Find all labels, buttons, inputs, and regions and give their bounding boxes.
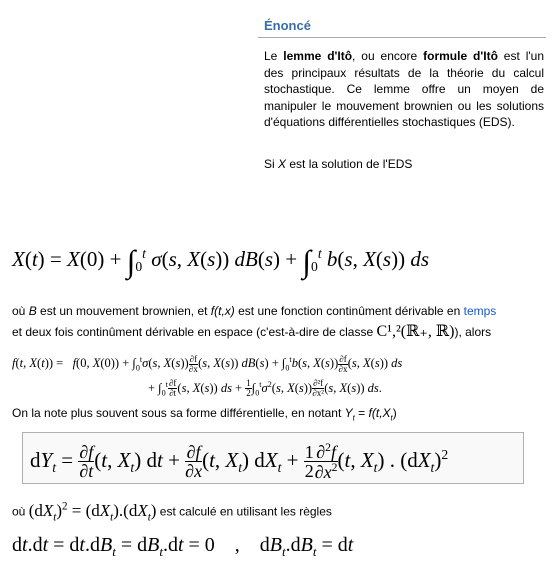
- intro-text: est l'un des principaux résultats de la théorie du calcul stochastique. Ce lemme offre un moyen de manipuler le mouvement brownien ou les solutions d'équations différentielles stochastiques (EDS).: [264, 49, 545, 129]
- eds-intro-line: [264, 157, 412, 171]
- p3-line2: [12, 321, 491, 341]
- p4-line: [12, 406, 397, 422]
- p5-line: [12, 500, 332, 523]
- class-c12: C¹,²(ℝ₊, ℝ): [376, 323, 455, 340]
- intro-paragraph: [264, 48, 544, 131]
- intro-text: , ou encore: [352, 49, 424, 63]
- section-heading: Énoncé: [264, 18, 311, 33]
- eds-equation: [12, 244, 429, 280]
- rule-expression: $(dX_t)^2 = (dX_t).(dX_t)$: [28, 500, 157, 524]
- eds-equation-render: $X(t) = X(0) + \int_0^t$ σ(s, X(s)) $dB(s) + \int_0^t$ b(s, X(s)) ds: [12, 244, 430, 279]
- text: est la solution de l'EDS: [286, 157, 413, 171]
- intro-text: Le: [264, 49, 284, 63]
- heading-divider: [258, 37, 546, 38]
- eq1-text: [0, 0, 1, 1]
- var-f: f(t,x): [210, 304, 235, 318]
- text: et deux fois continûment dérivable en espace (c'est-à-dire de classe: [12, 325, 377, 339]
- text: est calculé en utilisant les règles: [156, 504, 332, 519]
- text: où: [12, 304, 29, 318]
- term-lemme: lemme d'Itô: [283, 49, 353, 63]
- var-f: f(t,X: [368, 406, 391, 420]
- formula-line1: f(t, X(t)) = f(0, $X(0)) + \int_0^t\sigma(s$, X(s)) $\frac{\partial f}{\partial x}$ (s, X(s)) $dB(s) + \int_0^tb(s$, X(s)) $\frac{\partial f}{\partial x}$ (s, X(s)) ds: [12, 353, 403, 374]
- text: Si: [264, 157, 279, 171]
- sub-t: t: [390, 413, 393, 423]
- product-rules: $dt.dt = dt.dB_t = dB_t.dt = 0$ , $dB_t.dB_t$ = dt: [12, 534, 354, 559]
- sub-t: t: [352, 413, 355, 423]
- text: =: [354, 406, 369, 420]
- var-y: Y: [344, 406, 353, 420]
- p3-line1: [12, 304, 496, 318]
- formula-line2: + $\int_0^t$ $\frac{\partial f}{\partial t}$ (s, X(s)) ds + $\frac{1}{2}$ $\int_0^t\sigma^2(s$, X(s)) $\frac{\text{∂²f}}{\text{∂x²}}$ (s, X(s)) ds.: [148, 378, 382, 399]
- differential-formula: $dY_t$ = $\frac{\partial f}{\partial t}$ (t, $X_t$) dt + $\frac{\partial f}{\partial x}$ (t, $X_t$) $dX_t$ + $\frac{1}{2}$ $\frac{\partial^2f}{\partial x^2}$ (t, $X_t$) . $(dX_t)^2$: [30, 441, 449, 482]
- math-text-carriers: [0, 0, 1, 1]
- text: ): [392, 406, 397, 420]
- text: On la note plus souvent sous sa forme différentielle, en notant: [12, 406, 345, 420]
- text: est une fonction continûment dérivable en: [234, 304, 464, 318]
- var-b: B: [28, 304, 37, 318]
- term-formule: formule d'Itô: [423, 49, 498, 63]
- text: ), alors: [454, 325, 492, 339]
- link-temps[interactable]: temps: [463, 304, 497, 318]
- var-x: X: [278, 157, 287, 171]
- text: où: [12, 504, 29, 519]
- text: est un mouvement brownien, et: [36, 304, 211, 318]
- ito-integral-formula: [12, 352, 402, 401]
